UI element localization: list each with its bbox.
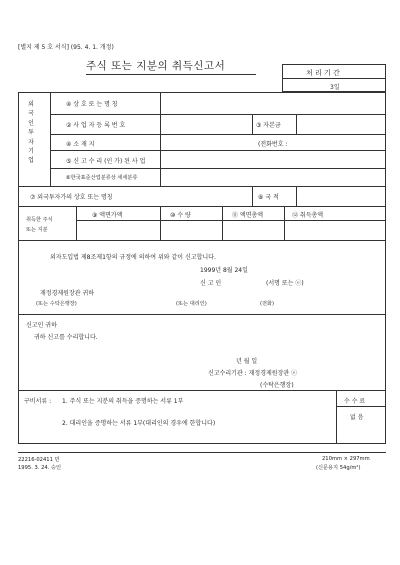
total-face-value-label: ⑪ 액면총액 bbox=[232, 212, 264, 219]
fee-value: 없 음 bbox=[350, 414, 364, 421]
attachment-item-2: 2. 대리인을 증명하는 서류 1부(대리인의 경우에 한합니다) bbox=[62, 420, 216, 427]
foreign-investor-label: ⑦ 외국투자가의 상호 또는 명칭 bbox=[30, 194, 113, 201]
fee-label: 수 수 료 bbox=[344, 398, 366, 405]
addressee-note: (또는 수탁은행장) bbox=[36, 301, 77, 307]
agent-note: (또는 대리인) bbox=[176, 301, 207, 307]
authority-note: (수탁은행장) bbox=[260, 382, 294, 389]
declaration-text: 외자도입법 제8조제1항의 규정에 의하여 위와 같이 신고합니다. bbox=[50, 254, 216, 261]
declaration-date: 1999년 8월 24일 bbox=[200, 267, 248, 274]
face-value-label: ⑨ 액면가액 bbox=[92, 212, 123, 219]
investor-side-label: 외 국 인 투 자 기 업 bbox=[28, 101, 34, 165]
receipt-title: 신고인 귀하 bbox=[26, 322, 57, 329]
processing-label: 처 리 기 간 bbox=[306, 69, 340, 77]
total-acquisition-label: ⑫ 취득총액 bbox=[292, 212, 324, 219]
attachment-item-1: 1. 주식 또는 지분의 취득을 증명하는 서류 1부 bbox=[62, 398, 184, 405]
receipt-body: 귀하 신고를 수리합니다. bbox=[34, 334, 98, 341]
quantity-label: ⑩ 수 량 bbox=[170, 212, 191, 219]
receipt-date-line: 년 월 일 bbox=[236, 358, 258, 365]
capital-label: ③ 자본금 bbox=[256, 122, 281, 129]
form-reference: [별지 제 5 호 서식] (95. 4. 1. 개정) bbox=[18, 44, 114, 51]
attachments-label: 구비서류 : bbox=[24, 398, 52, 405]
title-underline bbox=[86, 74, 256, 75]
company-name-label: ④ 상 호 또 는 명 칭 bbox=[66, 101, 118, 108]
address-label: ④ 소 재 지 bbox=[66, 141, 95, 148]
business-reg-label: ② 사 업 자 등 록 번 호 bbox=[66, 122, 126, 129]
footer-right-1: 210mm × 297mm bbox=[322, 456, 370, 462]
approved-business-label: ⑤ 신 고 수 리 (인 가) 된 사 업 bbox=[66, 158, 146, 165]
form-title: 주식 또는 지분의 취득신고서 bbox=[86, 60, 226, 72]
footer-left-2: 1995. 3. 24. 승인 bbox=[18, 465, 62, 471]
phone-label: (전화번호 : bbox=[258, 141, 288, 148]
phone-note: (전화) bbox=[260, 301, 275, 307]
processing-value: 3일 bbox=[330, 84, 340, 91]
industry-class-label: ⑥한국표준산업분류상 세세분류 bbox=[66, 175, 138, 181]
signer-note: (서명 또는 ⓔ) bbox=[266, 280, 304, 287]
signer-label: 신 고 인 bbox=[200, 280, 222, 287]
acquired-shares-label-2: 또는 지분 bbox=[26, 227, 48, 233]
footer-left-1: 22216-02411 민 bbox=[18, 457, 60, 463]
nationality-label: ⑧ 국 적 bbox=[258, 194, 279, 201]
acquired-shares-label-1: 취득한 주식 bbox=[26, 217, 53, 223]
addressee: 재정경제원장관 귀하 bbox=[40, 290, 95, 297]
receiving-authority: 신고수리기관 : 재정경제원장관 ⓔ bbox=[208, 370, 298, 377]
footer-right-2: (신문용지 54g/m²) bbox=[316, 465, 361, 471]
